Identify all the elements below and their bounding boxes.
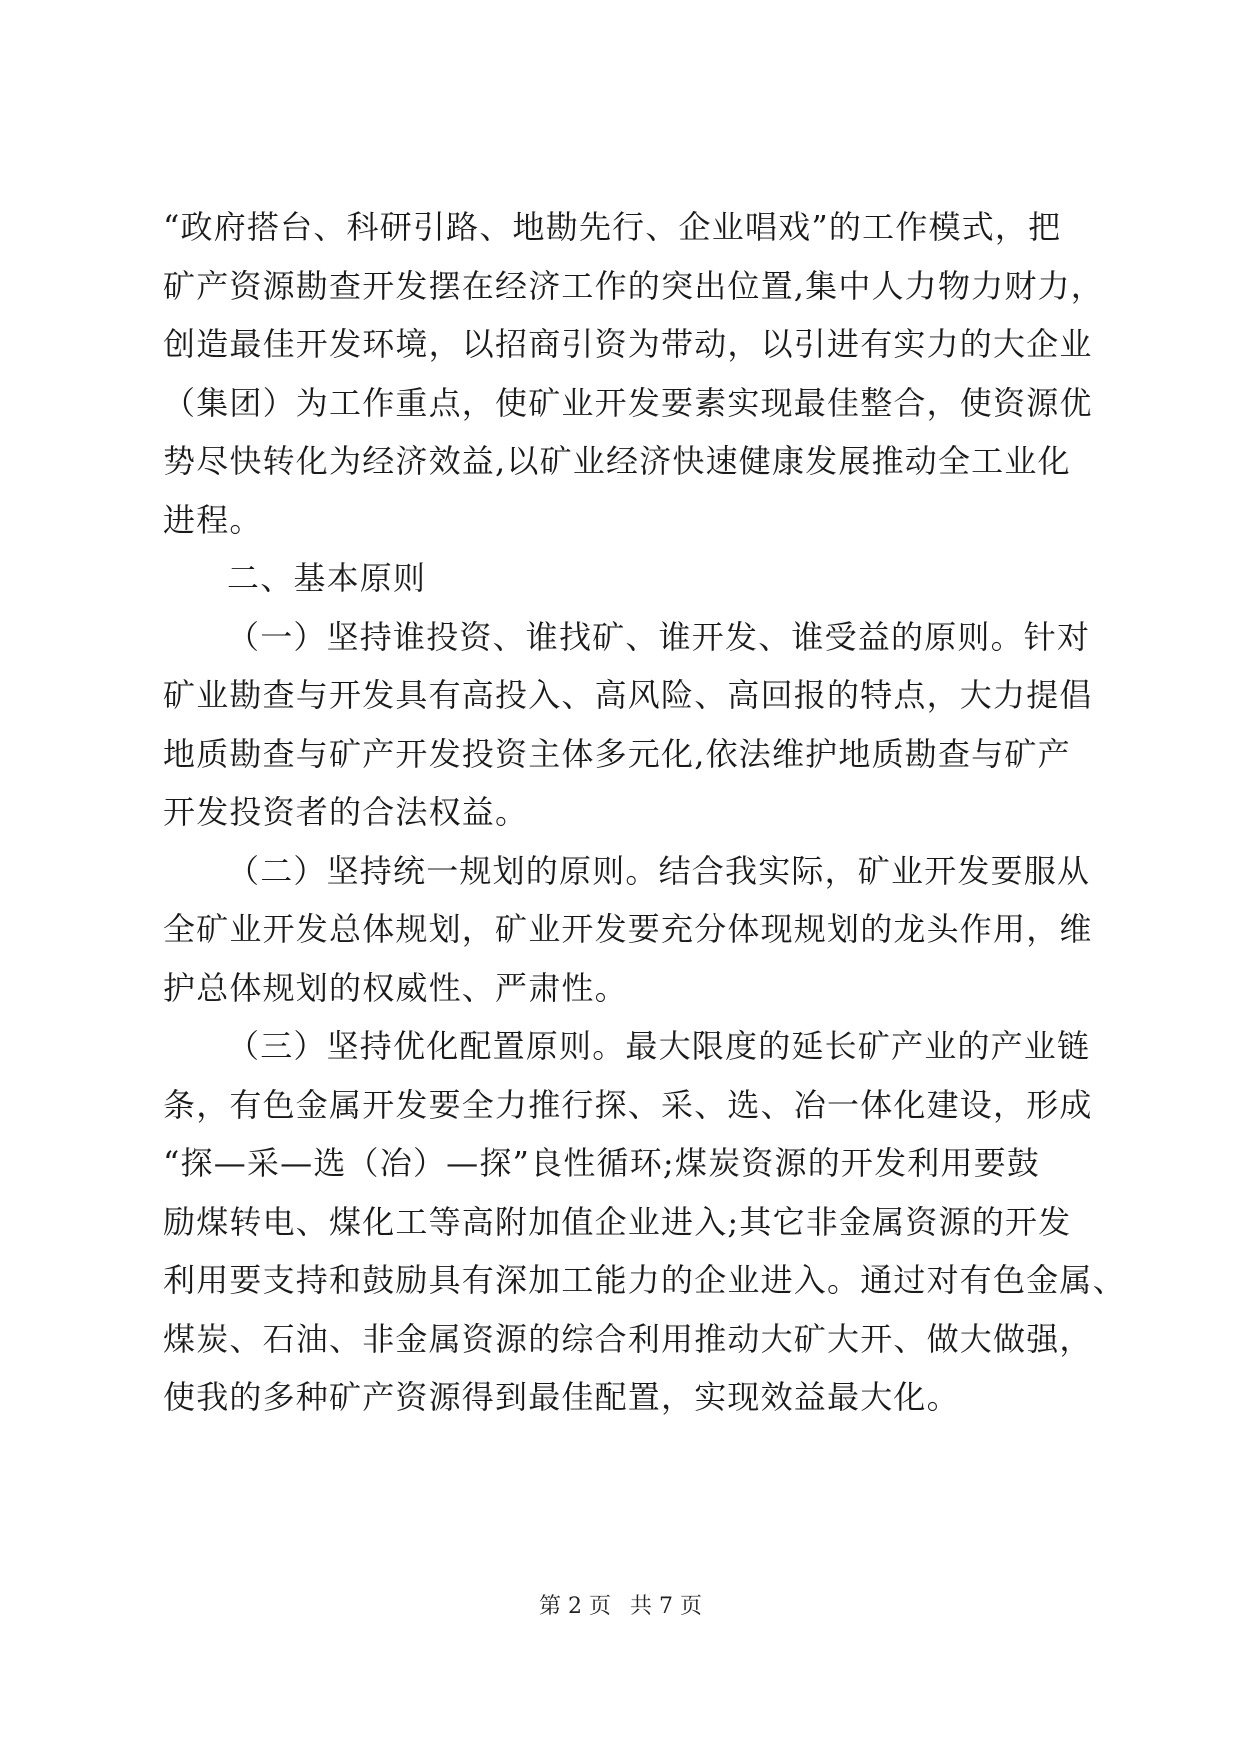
text-line: 二、基本原则 — [227, 559, 427, 597]
text-line: 进程。 — [163, 500, 263, 539]
text-line: 全矿业开发总体规划，矿业开发要充分体现规划的龙头作用，维 — [163, 910, 1093, 948]
text-line: （三）坚持优化配置原则。最大限度的延长矿产业的产业链 — [227, 1027, 1091, 1065]
text-line: （集团）为工作重点，使矿业开发要素实现最佳整合，使资源优 — [163, 383, 1093, 422]
text-line: 地质勘查与矿产开发投资主体多元化,依法维护地质勘查与矿产 — [163, 734, 1071, 773]
text-line: 条，有色金属开发要全力推行探、采、选、冶一体化建设，形成 — [163, 1085, 1093, 1124]
text-line: 使我的多种矿产资源得到最佳配置，实现效益最大化。 — [163, 1378, 960, 1416]
text-line: 励煤转电、煤化工等高附加值企业进入;其它非金属资源的开发 — [163, 1202, 1072, 1241]
text-line: 护总体规划的权威性、严肃性。 — [163, 968, 628, 1007]
page-number: 第 2 页 — [539, 1594, 611, 1619]
text-line: 煤炭、石油、非金属资源的综合利用推动大矿大开、做大做强， — [163, 1319, 1093, 1358]
document-body — [163, 198, 1126, 1427]
text-line: “探—采—选（冶）—探”良性循环;煤炭资源的开发利用要鼓 — [163, 1144, 1041, 1182]
text-line: 矿业勘查与开发具有高投入、高风险、高回报的特点，大力提倡 — [163, 676, 1093, 714]
text-line: 创造最佳开发环境，以招商引资为带动，以引进有实力的大企业 — [163, 325, 1093, 363]
text-line: 利用要支持和鼓励具有深加工能力的企业进入。通过对有色金属、 — [163, 1261, 1126, 1299]
text-line: （二）坚持统一规划的原则。结合我实际，矿业开发要服从 — [227, 851, 1091, 890]
text-line: （一）坚持谁投资、谁找矿、谁开发、谁受益的原则。针对 — [227, 617, 1091, 656]
text-line: 矿产资源勘查开发摆在经济工作的突出位置,集中人力物力财力， — [163, 266, 1104, 305]
text-line: 势尽快转化为经济效益,以矿业经济快速健康发展推动全工业化 — [163, 442, 1071, 480]
total-pages: 共 7 页 — [630, 1594, 702, 1619]
page-footer — [0, 1592, 1241, 1622]
text-line: “政府搭台、科研引路、地勘先行、企业唱戏”的工作模式，把 — [163, 208, 1062, 246]
text-line: 开发投资者的合法权益。 — [163, 793, 529, 831]
